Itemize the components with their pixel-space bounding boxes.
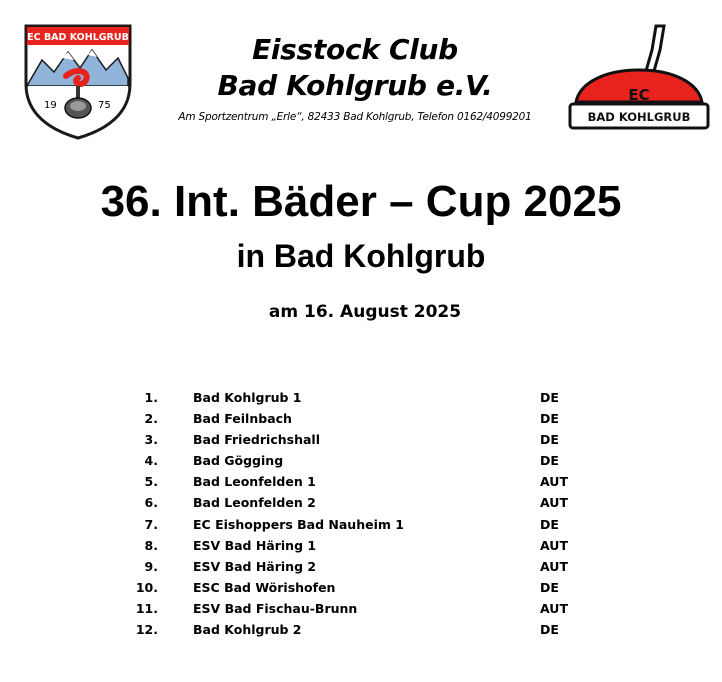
team-row xyxy=(100,408,620,429)
team-country: DE xyxy=(540,453,559,469)
team-name: Bad Kohlgrub 2 xyxy=(193,622,302,638)
team-row xyxy=(100,577,620,598)
team-row xyxy=(100,387,620,408)
team-name: EC Eishoppers Bad Nauheim 1 xyxy=(193,516,404,532)
team-country: DE xyxy=(540,579,559,595)
team-list xyxy=(100,387,620,640)
team-name: ESV Bad Häring 1 xyxy=(193,537,317,553)
team-rank: 8. xyxy=(144,537,158,553)
team-rank: 6. xyxy=(144,495,158,511)
team-rank: 12. xyxy=(135,622,158,638)
team-rank: 9. xyxy=(144,558,158,574)
team-name: ESV Bad Häring 2 xyxy=(193,558,317,574)
team-name: Bad Kohlgrub 1 xyxy=(193,390,302,405)
team-country: AUT xyxy=(540,537,568,553)
crest-year-left: 19 xyxy=(44,100,57,111)
team-row xyxy=(100,492,620,513)
team-country: DE xyxy=(540,516,559,532)
team-name: Bad Leonfelden 2 xyxy=(193,495,316,511)
club-name-line2: Bad Kohlgrub e.V. xyxy=(217,69,493,102)
event-date: am 16. August 2025 xyxy=(268,302,462,322)
team-rank: 7. xyxy=(144,516,158,532)
team-name: Bad Feilnbach xyxy=(193,411,292,427)
team-row xyxy=(100,450,620,471)
team-row xyxy=(100,598,620,619)
team-rank: 11. xyxy=(135,600,158,616)
team-country: DE xyxy=(540,432,559,448)
curling-stone-logo xyxy=(566,22,712,134)
club-crest-logo xyxy=(22,22,134,140)
team-row xyxy=(100,429,620,450)
team-name: Bad Gögging xyxy=(193,453,284,469)
crest-banner-text: EC BAD KOHLGRUB xyxy=(27,32,129,43)
team-name: ESC Bad Wörishofen xyxy=(193,579,336,595)
team-country: AUT xyxy=(540,600,568,616)
club-address: Am Sportzentrum „Erle“, 82433 Bad Kohlgrub, Telefon 0162/4099201 xyxy=(178,111,532,123)
team-rank: 1. xyxy=(144,390,158,405)
event-title: 36. Int. Bäder – Cup 2025 xyxy=(100,177,622,226)
team-row xyxy=(100,535,620,556)
team-name: ESV Bad Fischau-Brunn xyxy=(193,600,358,616)
team-name: Bad Leonfelden 1 xyxy=(193,474,316,490)
team-country: DE xyxy=(540,622,559,638)
team-country: AUT xyxy=(540,495,568,511)
stone-dome-text: EC xyxy=(628,86,650,104)
team-rank: 4. xyxy=(144,453,158,469)
team-rank: 10. xyxy=(135,579,158,595)
team-rank: 3. xyxy=(144,432,158,448)
team-row xyxy=(100,619,620,640)
team-rank: 5. xyxy=(144,474,158,490)
team-rank: 2. xyxy=(144,411,158,427)
crest-year-right: 75 xyxy=(98,100,111,111)
club-name-line1: Eisstock Club xyxy=(252,33,458,66)
team-name: Bad Friedrichshall xyxy=(193,432,320,448)
team-row xyxy=(100,556,620,577)
team-row xyxy=(100,471,620,492)
stone-base-text: BAD KOHLGRUB xyxy=(587,110,691,124)
team-country: DE xyxy=(540,411,559,427)
team-country: AUT xyxy=(540,474,568,490)
event-location: in Bad Kohlgrub xyxy=(236,238,486,274)
team-country: DE xyxy=(540,390,559,405)
team-country: AUT xyxy=(540,558,568,574)
team-row xyxy=(100,514,620,535)
